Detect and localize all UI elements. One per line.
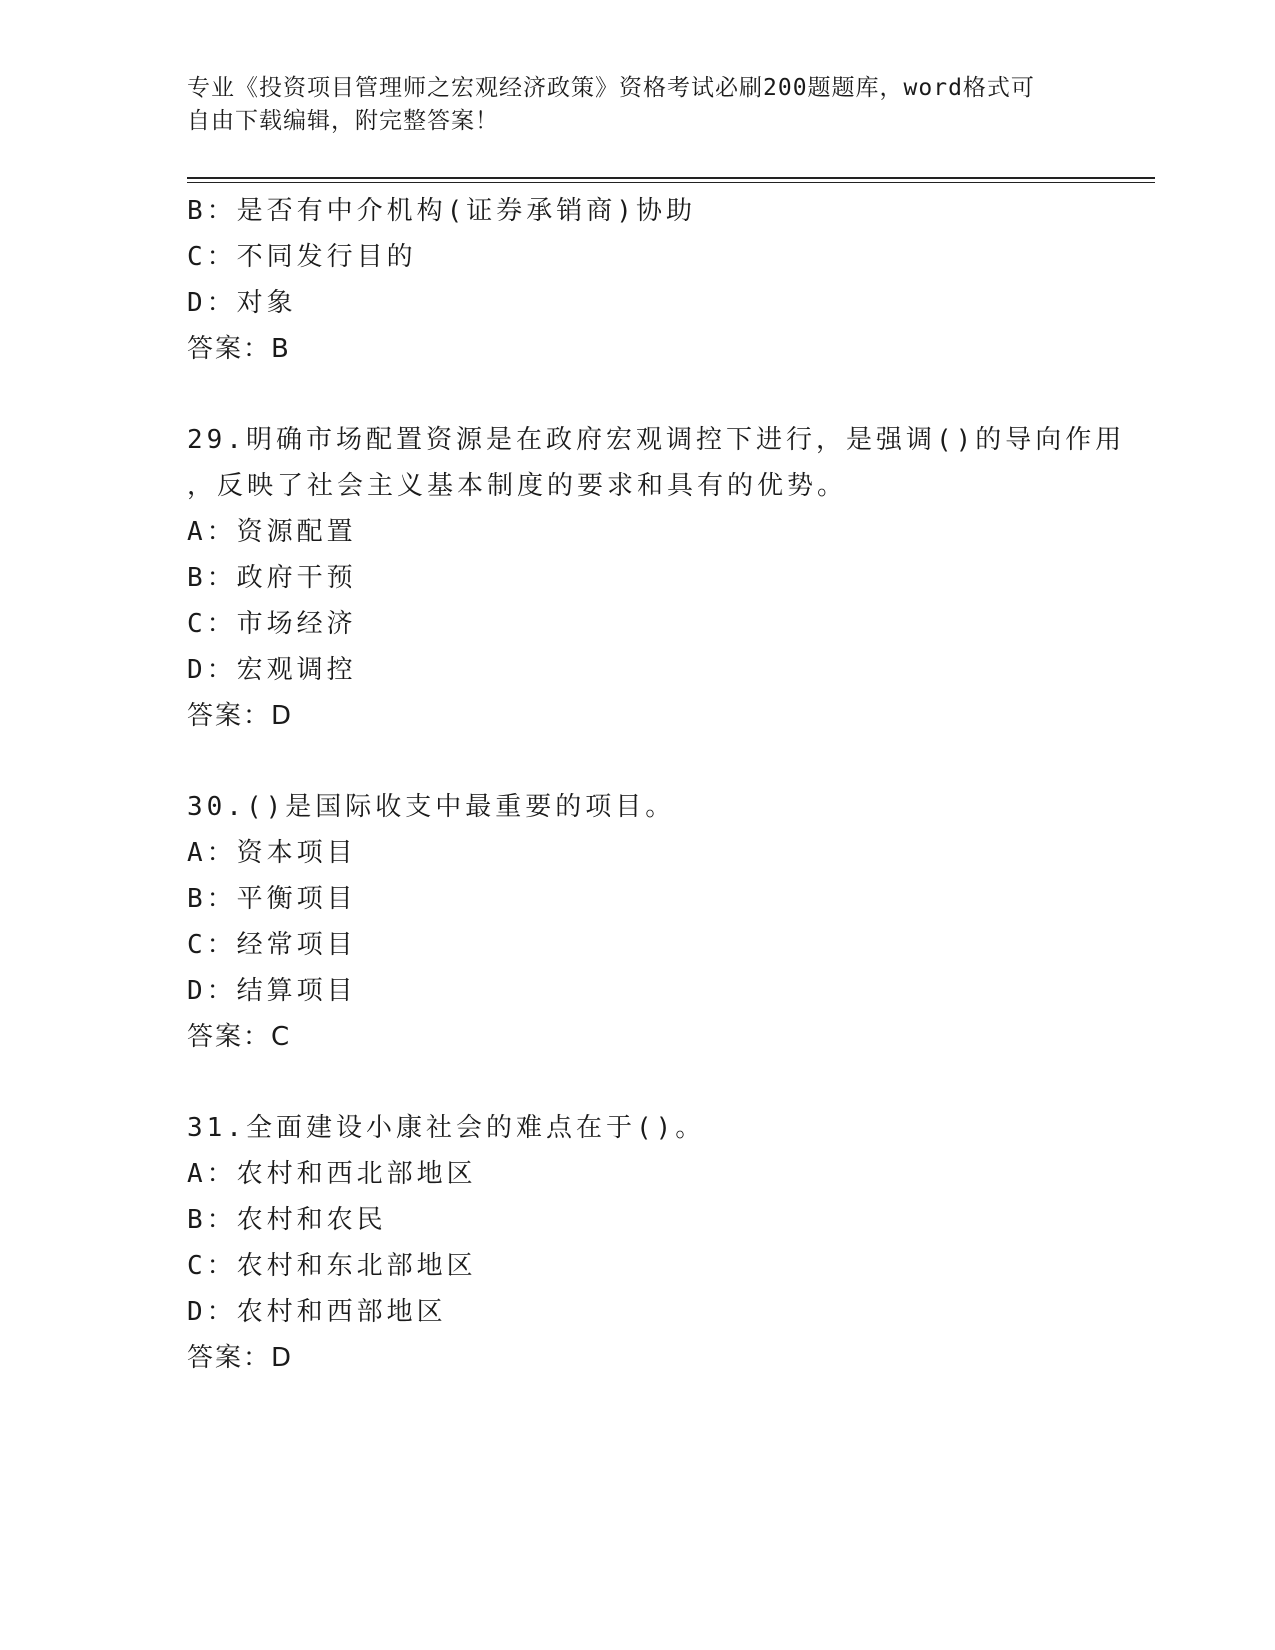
question-block-31 bbox=[187, 1105, 1087, 1381]
option-d: D：农村和西部地区 bbox=[187, 1297, 447, 1327]
question-block-30 bbox=[187, 784, 1087, 1060]
answer-line: 答案：D bbox=[187, 1343, 294, 1373]
option-d: D：结算项目 bbox=[187, 976, 357, 1006]
spacer bbox=[187, 372, 1087, 417]
answer-line: 答案：D bbox=[187, 701, 294, 731]
document-header bbox=[187, 72, 1067, 138]
question-list bbox=[187, 188, 1126, 1381]
option-c: C：农村和东北部地区 bbox=[187, 1251, 477, 1281]
question-stem-line: 31.全面建设小康社会的难点在于()。 bbox=[187, 1113, 706, 1143]
answer-line: 答案：C bbox=[187, 1022, 292, 1052]
header-line-1: 专业《投资项目管理师之宏观经济政策》资格考试必刷200题题库，word格式可 bbox=[187, 75, 1035, 101]
option-a: A：资本项目 bbox=[187, 838, 357, 868]
option-c: C：市场经济 bbox=[187, 609, 357, 639]
option-c: C：经常项目 bbox=[187, 930, 357, 960]
header-divider-thick bbox=[187, 177, 1155, 179]
question-block-29 bbox=[187, 417, 1126, 739]
spacer bbox=[187, 739, 1087, 784]
question-block-28 bbox=[187, 188, 1087, 372]
spacer bbox=[187, 1060, 1087, 1105]
question-stem-line: ，反映了社会主义基本制度的要求和具有的优势。 bbox=[187, 471, 848, 501]
option-b: B：政府干预 bbox=[187, 563, 357, 593]
option-b: B：平衡项目 bbox=[187, 884, 357, 914]
option-d: D：对象 bbox=[187, 288, 297, 318]
header-divider-thin bbox=[187, 182, 1155, 183]
option-b: B：是否有中介机构(证券承销商)协助 bbox=[187, 196, 696, 226]
header-line-2: 自由下载编辑，附完整答案！ bbox=[187, 108, 499, 134]
question-stem-line: 30.()是国际收支中最重要的项目。 bbox=[187, 792, 676, 822]
option-b: B：农村和农民 bbox=[187, 1205, 387, 1235]
option-d: D：宏观调控 bbox=[187, 655, 357, 685]
option-c: C：不同发行目的 bbox=[187, 242, 417, 272]
answer-line: 答案：B bbox=[187, 334, 291, 364]
option-a: A：资源配置 bbox=[187, 517, 357, 547]
question-stem-line: 29.明确市场配置资源是在政府宏观调控下进行，是强调()的导向作用 bbox=[187, 425, 1126, 455]
option-a: A：农村和西北部地区 bbox=[187, 1159, 477, 1189]
